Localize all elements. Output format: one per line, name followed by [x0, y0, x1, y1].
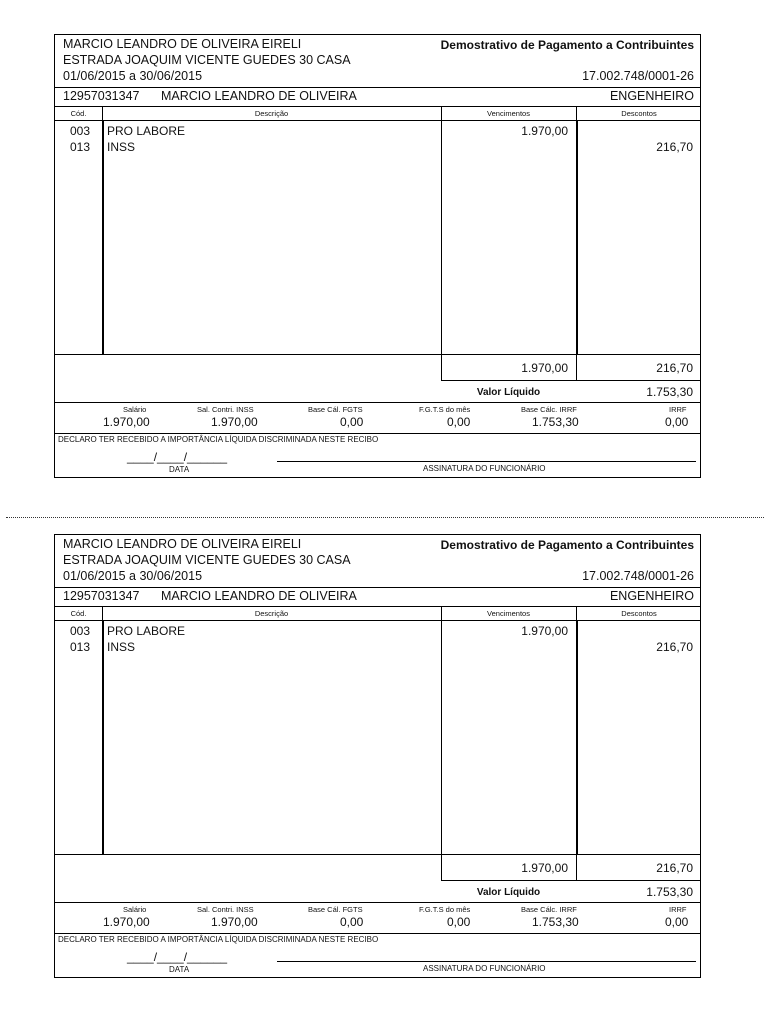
net-value-label: Valor Líquido — [476, 387, 541, 398]
employee-role: ENGENHEIRO — [609, 89, 694, 103]
item-cod: 013 — [70, 640, 91, 654]
item-cod: 013 — [70, 140, 91, 154]
irrf-value: 0,00 — [665, 415, 689, 429]
irrf-label: IRRF — [669, 905, 687, 914]
item-cod: 003 — [70, 624, 91, 638]
fgts-mes-label: F.G.T.S do mês — [419, 905, 471, 914]
company-cnpj: 17.002.748/0001-26 — [582, 69, 694, 83]
item-desconto: 216,70 — [656, 140, 693, 154]
base-inss-value: 1.970,00 — [211, 915, 258, 929]
signature-line — [277, 961, 696, 962]
document-title: Demostrativo de Pagamento a Contribuintes — [440, 38, 694, 52]
column-header-descricao: Descrição — [254, 609, 289, 618]
payslip-copy-1 — [54, 34, 701, 478]
net-value: 1.753,30 — [646, 885, 693, 899]
base-fgts-value: 0,00 — [340, 915, 364, 929]
item-description: INSS — [107, 140, 136, 154]
base-inss-value: 1.970,00 — [211, 415, 258, 429]
base-salario-label: Salário — [123, 405, 147, 414]
item-vencimento: 1.970,00 — [521, 124, 568, 138]
total-vencimentos: 1.970,00 — [521, 361, 568, 375]
declaration-text: DECLARO TER RECEBIDO A IMPORTÂNCIA LÍQUIDA DISCRIMINADA NESTE RECIBO — [58, 435, 379, 444]
document-title: Demostrativo de Pagamento a Contribuintes — [440, 538, 694, 552]
date-label: DATA — [169, 965, 190, 974]
column-header-vencimentos: Vencimentos — [487, 109, 530, 118]
column-header-cod: Cód. — [70, 109, 87, 118]
column-header-descontos: Descontos — [621, 109, 657, 118]
employee-role: ENGENHEIRO — [609, 589, 694, 603]
payslip-copy-2 — [54, 534, 701, 978]
company-cnpj: 17.002.748/0001-26 — [582, 569, 694, 583]
base-salario-value: 1.970,00 — [103, 415, 150, 429]
base-fgts-label: Base Cál. FGTS — [308, 905, 363, 914]
base-fgts-label: Base Cál. FGTS — [308, 405, 363, 414]
base-inss-label: Sal. Contri. INSS — [197, 405, 254, 414]
base-salario-label: Salário — [123, 905, 147, 914]
total-descontos: 216,70 — [656, 361, 693, 375]
signature-label: ASSINATURA DO FUNCIONÁRIO — [423, 464, 546, 473]
column-header-descontos: Descontos — [621, 609, 657, 618]
company-address: ESTRADA JOAQUIM VICENTE GUEDES 30 CASA — [63, 553, 351, 567]
item-desconto: 216,70 — [656, 640, 693, 654]
company-name: MARCIO LEANDRO DE OLIVEIRA EIRELI — [63, 37, 302, 51]
fgts-mes-label: F.G.T.S do mês — [419, 405, 471, 414]
employee-name: MARCIO LEANDRO DE OLIVEIRA — [161, 89, 357, 103]
irrf-value: 0,00 — [665, 915, 689, 929]
item-description: PRO LABORE — [107, 624, 186, 638]
base-inss-label: Sal. Contri. INSS — [197, 905, 254, 914]
base-irrf-label: Base Cálc. IRRF — [521, 905, 577, 914]
date-field: ____/____/______ — [127, 450, 228, 464]
fgts-mes-value: 0,00 — [447, 415, 471, 429]
column-header-cod: Cód. — [70, 609, 87, 618]
base-irrf-value: 1.753,30 — [532, 915, 579, 929]
net-value-label: Valor Líquido — [476, 887, 541, 898]
company-address: ESTRADA JOAQUIM VICENTE GUEDES 30 CASA — [63, 53, 351, 67]
item-description: PRO LABORE — [107, 124, 186, 138]
date-label: DATA — [169, 465, 190, 474]
item-cod: 003 — [70, 124, 91, 138]
fgts-mes-value: 0,00 — [447, 915, 471, 929]
date-field: ____/____/______ — [127, 950, 228, 964]
company-name: MARCIO LEANDRO DE OLIVEIRA EIRELI — [63, 537, 302, 551]
base-fgts-value: 0,00 — [340, 415, 364, 429]
employee-code: 12957031347 — [63, 589, 140, 603]
item-description: INSS — [107, 640, 136, 654]
signature-label: ASSINATURA DO FUNCIONÁRIO — [423, 964, 546, 973]
base-irrf-label: Base Cálc. IRRF — [521, 405, 577, 414]
total-vencimentos: 1.970,00 — [521, 861, 568, 875]
pay-period: 01/06/2015 a 30/06/2015 — [63, 569, 203, 583]
cut-line — [6, 517, 764, 518]
base-irrf-value: 1.753,30 — [532, 415, 579, 429]
employee-name: MARCIO LEANDRO DE OLIVEIRA — [161, 589, 357, 603]
column-header-vencimentos: Vencimentos — [487, 609, 530, 618]
item-vencimento: 1.970,00 — [521, 624, 568, 638]
net-value: 1.753,30 — [646, 385, 693, 399]
total-descontos: 216,70 — [656, 861, 693, 875]
pay-period: 01/06/2015 a 30/06/2015 — [63, 69, 203, 83]
employee-code: 12957031347 — [63, 89, 140, 103]
declaration-text: DECLARO TER RECEBIDO A IMPORTÂNCIA LÍQUIDA DISCRIMINADA NESTE RECIBO — [58, 935, 379, 944]
irrf-label: IRRF — [669, 405, 687, 414]
base-salario-value: 1.970,00 — [103, 915, 150, 929]
signature-line — [277, 461, 696, 462]
column-header-descricao: Descrição — [254, 109, 289, 118]
